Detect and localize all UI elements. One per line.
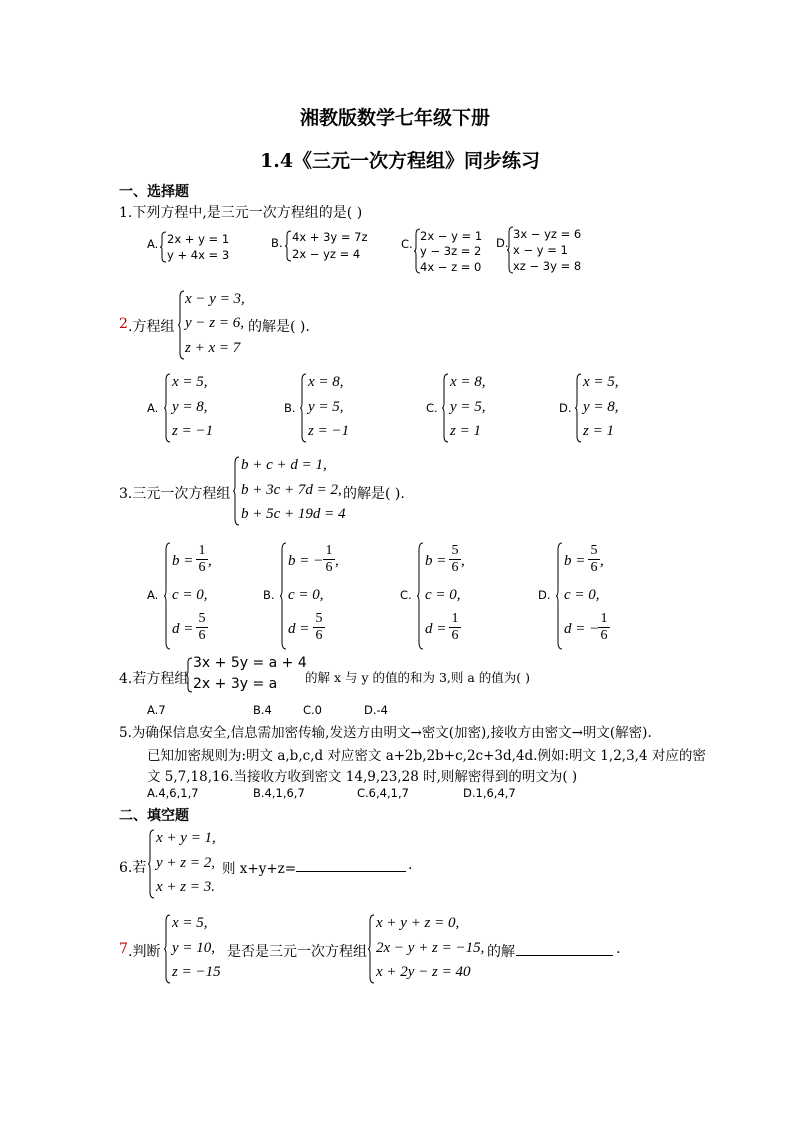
q1-d-eq-1: 3x − yz = 6 <box>513 227 582 241</box>
q4-option-a: A.7 <box>147 703 166 717</box>
section-heading-fill: 二、填空题 <box>119 808 189 824</box>
q1-option-d-label: D. <box>496 236 509 250</box>
q1-c-eq-2: y − 3z = 2 <box>420 244 482 258</box>
q1-c-eq-3: 4x − z = 0 <box>420 260 482 274</box>
question-7-pre: .判断 <box>128 944 161 960</box>
q7-sys-eq-1: x + y + z = 0, <box>376 915 460 931</box>
question-5-line-1: 5.为确保信息安全,信息需加密传输,发送方由明文→密文(加密),接收方由密文→明文(解密). <box>119 725 652 741</box>
brace-icon <box>232 456 240 526</box>
question-5-line-2: 已知加密规则为:明文 a,b,c,d 对应密文 a+2b,2b+c,2c+3d,4d.例如:明文 1,2,3,4 对应的密 <box>147 748 706 764</box>
q2-eq-3: z + x = 7 <box>185 340 241 356</box>
q1-c-eq-1: 2x − y = 1 <box>420 229 483 243</box>
brace-icon <box>284 230 292 262</box>
q7-sol-eq-1: x = 5, <box>172 915 208 931</box>
q2-a-eq-2: y = 8, <box>172 399 208 415</box>
q1-option-b-label: B. <box>271 236 283 250</box>
q3-a-b-pre: b = <box>172 553 194 569</box>
q3-a-b-fraction <box>196 543 208 576</box>
q3-eq-2: b + 3c + 7d = 2, <box>241 482 342 498</box>
question-2-number: 2 <box>119 316 128 332</box>
q3-d-d-fraction <box>598 611 610 644</box>
page-subtitle: 1.4《三元一次方程组》同步练习 <box>260 150 541 172</box>
q5-option-b: B.4,1,6,7 <box>253 786 305 800</box>
brace-icon <box>279 542 287 650</box>
q2-option-d-label: D. <box>559 401 572 415</box>
fraction-numerator: 5 <box>315 611 323 626</box>
fraction-numerator: 5 <box>590 543 598 558</box>
q3-c-c: c = 0, <box>425 587 461 603</box>
fraction-denominator: 6 <box>196 627 208 644</box>
q3-b-b-tail: , <box>335 553 339 569</box>
q3-d-b-fraction <box>588 543 600 576</box>
question-7-number: 7 <box>119 941 128 957</box>
question-1-stem: 1.下列方程中,是三元一次方程组的是( ) <box>119 205 363 221</box>
brace-icon <box>159 231 167 263</box>
question-4-pre: 4.若方程组 <box>119 671 189 687</box>
q2-d-eq-1: x = 5, <box>583 374 619 390</box>
section-heading-choice: 一、选择题 <box>119 184 189 200</box>
q3-d-b-tail: , <box>600 553 604 569</box>
q2-eq-1: x − y = 3, <box>185 291 245 307</box>
fraction-numerator: 5 <box>198 611 206 626</box>
q6-end: . <box>408 857 413 873</box>
fraction-numerator: 1 <box>325 543 333 558</box>
fraction-denominator: 6 <box>598 627 610 644</box>
fraction-denominator: 6 <box>449 559 461 576</box>
fraction-denominator: 6 <box>449 627 461 644</box>
fraction-denominator: 6 <box>196 559 208 576</box>
q4-option-b: B.4 <box>253 703 272 717</box>
fraction-numerator: 1 <box>600 611 608 626</box>
q3-a-d-fraction <box>196 611 208 644</box>
q1-option-a-label: A. <box>147 237 159 251</box>
q2-option-b-label: B. <box>284 401 296 415</box>
q2-option-c-label: C. <box>426 401 438 415</box>
fraction-numerator: 1 <box>451 611 459 626</box>
q5-option-d: D.1,6,4,7 <box>463 786 516 800</box>
question-2-pre: .方程组 <box>128 319 175 335</box>
q5-option-a: A.4,6,1,7 <box>147 786 199 800</box>
q4-eq-1: 3x + 5y = a + 4 <box>193 655 307 671</box>
q2-c-eq-2: y = 5, <box>450 399 486 415</box>
q3-option-d-label: D. <box>538 588 551 602</box>
brace-icon <box>163 373 171 443</box>
fraction-numerator: 1 <box>198 543 206 558</box>
q7-sys-eq-3: x + 2y − z = 40 <box>376 964 471 980</box>
q3-option-b-label: B. <box>263 588 275 602</box>
question-7-mid: 是否是三元一次方程组 <box>227 944 367 960</box>
q3-d-d-pre: d = − <box>564 621 600 637</box>
q2-b-eq-2: y = 5, <box>308 399 344 415</box>
q1-b-eq-2: 2x − yz = 4 <box>292 247 361 261</box>
question-4-post: 的解 x 与 y 的值的和为 3,则 a 的值为( ) <box>305 670 531 685</box>
question-2-post: 的解是( ). <box>248 319 310 335</box>
brace-icon <box>177 290 185 360</box>
brace-icon <box>367 914 375 984</box>
q3-eq-1: b + c + d = 1, <box>241 457 327 473</box>
fraction-numerator: 5 <box>451 543 459 558</box>
q2-c-eq-3: z = 1 <box>450 423 481 439</box>
question-7-post: 的解 <box>487 944 515 960</box>
brace-icon <box>299 373 307 443</box>
q2-b-eq-1: x = 8, <box>308 374 344 390</box>
q3-b-d-fraction <box>313 611 325 644</box>
q3-option-a-label: A. <box>147 588 159 602</box>
q2-option-a-label: A. <box>147 401 159 415</box>
q1-d-eq-3: xz − 3y = 8 <box>513 259 582 273</box>
q3-d-b-pre: b = <box>564 553 586 569</box>
q3-b-d-pre: d = <box>288 621 310 637</box>
question-6-post: 则 x+y+z= <box>222 861 297 877</box>
question-3-post: 的解是( ). <box>343 486 405 502</box>
q2-b-eq-3: z = −1 <box>308 423 350 439</box>
fraction-denominator: 6 <box>588 559 600 576</box>
brace-icon <box>574 373 582 443</box>
q6-eq-3: x + z = 3. <box>156 879 215 895</box>
q3-c-d-pre: d = <box>425 621 447 637</box>
q7-answer-blank[interactable] <box>516 954 613 956</box>
q4-option-c: C.0 <box>303 703 323 717</box>
q1-a-eq-2: y + 4x = 3 <box>167 248 230 262</box>
q3-c-b-pre: b = <box>425 553 447 569</box>
q3-b-b-pre: b = − <box>288 553 324 569</box>
q2-c-eq-1: x = 8, <box>450 374 486 390</box>
q2-d-eq-2: y = 8, <box>583 399 619 415</box>
q1-d-eq-2: x − y = 1 <box>513 243 568 257</box>
q3-b-b-fraction <box>323 543 335 576</box>
q3-a-b-tail: , <box>208 553 212 569</box>
fraction-denominator: 6 <box>313 627 325 644</box>
q6-eq-1: x + y = 1, <box>156 830 216 846</box>
q3-c-d-fraction <box>449 611 461 644</box>
q2-eq-2: y − z = 6, <box>185 315 244 331</box>
q6-answer-blank[interactable] <box>296 870 406 872</box>
q3-a-c: c = 0, <box>172 587 208 603</box>
q6-eq-2: y + z = 2, <box>156 855 215 871</box>
q4-option-d: D.-4 <box>364 703 388 717</box>
q2-a-eq-1: x = 5, <box>172 374 208 390</box>
q5-option-c: C.6,4,1,7 <box>357 786 409 800</box>
q1-option-c-label: C. <box>401 237 413 251</box>
brace-icon <box>147 829 155 899</box>
q1-a-eq-1: 2x + y = 1 <box>167 232 230 246</box>
brace-icon <box>441 373 449 443</box>
q7-sys-eq-2: 2x − y + z = −15, <box>376 940 485 956</box>
q3-option-c-label: C. <box>400 588 412 602</box>
brace-icon <box>416 542 424 650</box>
q7-sol-eq-3: z = −15 <box>172 964 221 980</box>
q2-d-eq-3: z = 1 <box>583 423 614 439</box>
q3-b-c: c = 0, <box>288 587 324 603</box>
q4-eq-2: 2x + 3y = a <box>193 676 278 692</box>
page-title: 湘教版数学七年级下册 <box>300 107 491 129</box>
brace-icon <box>185 657 193 693</box>
question-3-pre: 3.三元一次方程组 <box>119 486 231 502</box>
fraction-denominator: 6 <box>323 559 335 576</box>
q3-a-d-pre: d = <box>172 621 194 637</box>
question-6-pre: 6.若 <box>119 860 147 876</box>
q3-eq-3: b + 5c + 19d = 4 <box>241 506 346 522</box>
brace-icon <box>163 542 171 650</box>
q2-a-eq-3: z = −1 <box>172 423 214 439</box>
question-5-line-3: 文 5,7,18,16.当接收方收到密文 14,9,23,28 时,则解密得到的明文为( ) <box>147 769 578 785</box>
q3-d-c: c = 0, <box>564 587 600 603</box>
brace-icon <box>555 542 563 650</box>
q7-sol-eq-2: y = 10, <box>172 940 216 956</box>
q7-end: . <box>616 941 621 957</box>
q3-c-b-tail: , <box>461 553 465 569</box>
brace-icon <box>163 914 171 984</box>
q1-b-eq-1: 4x + 3y = 7z <box>292 230 368 244</box>
q3-c-b-fraction <box>449 543 461 576</box>
